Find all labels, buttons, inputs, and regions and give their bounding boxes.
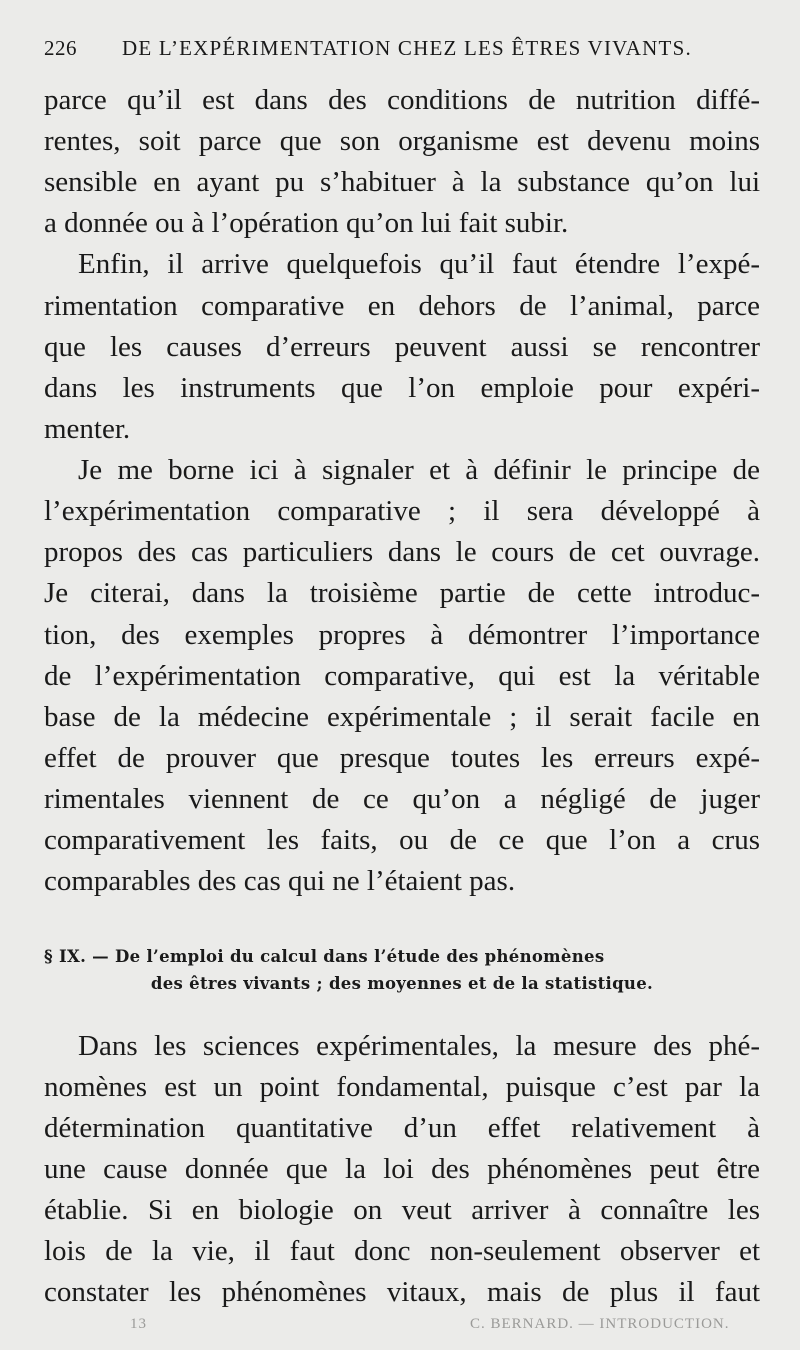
section-line: lois de la vie, il faut donc non-seulement observer et xyxy=(44,1235,760,1267)
page-number: 226 xyxy=(44,36,77,60)
body-line: tion, des exemples propres à démontrer l’importance xyxy=(44,619,760,651)
body-line: Je citerai, dans la troisième partie de cette introduc- xyxy=(44,577,760,609)
body-line: que les causes d’erreurs peuvent aussi se rencontrer xyxy=(44,331,760,363)
body-line: dans les instruments que l’on emploie pour expéri- xyxy=(44,372,760,404)
section-heading-line1: § IX. — De l’emploi du calcul dans l’étude des phénomènes xyxy=(44,947,605,966)
body-line: propos des cas particuliers dans le cours de cet ouvrage. xyxy=(44,536,760,568)
body-line: rimentales viennent de ce qu’on a négligé de juger xyxy=(44,783,760,815)
body-line: comparables des cas qui ne l’étaient pas. xyxy=(44,865,516,897)
section-heading-line2: des êtres vivants ; des moyennes et de la statistique. xyxy=(150,974,654,993)
running-title: DE L’EXPÉRIMENTATION CHEZ LES ÊTRES VIVANTS. xyxy=(122,36,692,60)
section-line: détermination quantitative d’un effet relativement à xyxy=(44,1112,760,1144)
body-line: a donnée ou à l’opération qu’on lui fait subir. xyxy=(44,207,569,239)
body-line: rentes, soit parce que son organisme est devenu moins xyxy=(44,125,760,157)
body-line: rimentation comparative en dehors de l’animal, parce xyxy=(44,290,760,322)
footer-signature: C. BERNARD. — INTRODUCTION. xyxy=(470,1316,730,1332)
body-line: effet de prouver que presque toutes les erreurs expé- xyxy=(44,742,760,774)
section-line: Dans les sciences expérimentales, la mesure des phé- xyxy=(78,1030,760,1062)
section-line: nomènes est un point fondamental, puisque c’est par la xyxy=(44,1071,760,1103)
section-line: constater les phénomènes vitaux, mais de plus il faut xyxy=(44,1276,760,1308)
body-line: Je me borne ici à signaler et à définir le principe de xyxy=(78,454,760,486)
section-line: établie. Si en biologie on veut arriver à connaître les xyxy=(44,1194,760,1226)
body-line: menter. xyxy=(44,413,131,445)
body-line: sensible en ayant pu s’habituer à la substance qu’on lui xyxy=(44,166,760,198)
sheet-number: 13 xyxy=(130,1316,147,1332)
body-line: parce qu’il est dans des conditions de nutrition diffé- xyxy=(44,84,760,116)
body-line: l’expérimentation comparative ; il sera développé à xyxy=(44,495,760,527)
body-line: Enfin, il arrive quelquefois qu’il faut étendre l’expé- xyxy=(78,248,760,280)
section-line: une cause donnée que la loi des phénomènes peut être xyxy=(44,1153,760,1185)
body-line: comparativement les faits, ou de ce que l’on a crus xyxy=(44,824,760,856)
body-line: base de la médecine expérimentale ; il serait facile en xyxy=(44,701,760,733)
running-head xyxy=(44,36,764,72)
body-line: de l’expérimentation comparative, qui est la véritable xyxy=(44,660,760,692)
